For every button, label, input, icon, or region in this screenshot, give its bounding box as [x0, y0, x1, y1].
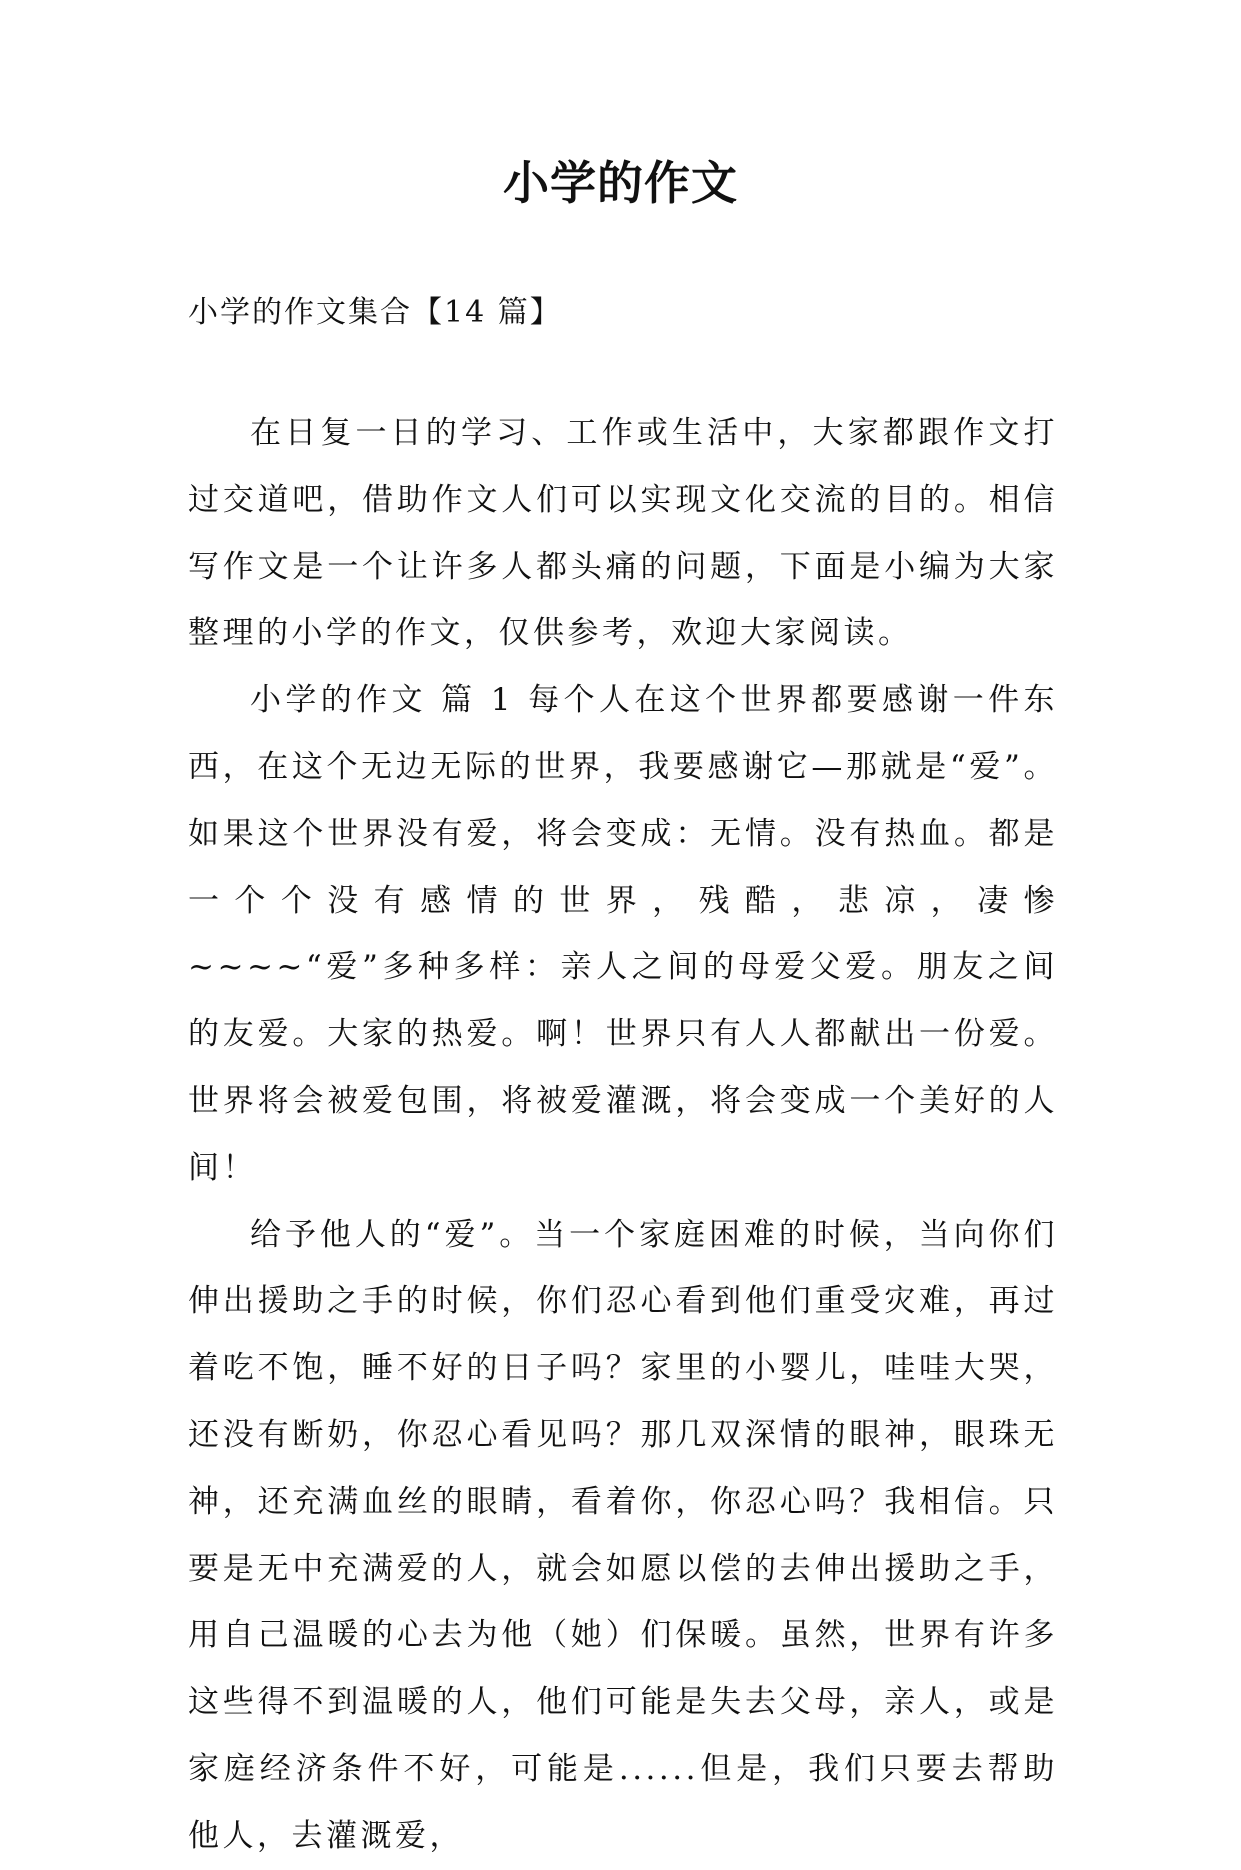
document-title: 小学的作文: [503, 156, 738, 210]
document-body: [188, 400, 1058, 1870]
paragraph-giving-love: 给予他人的“爱”。当一个家庭困难的时候，当向你们伸出援助之手的时候，你们忍心看到他们重受灾难，再过着吃不饱，睡不好的日子吗？家里的小婴儿，哇哇大哭，还没有断奶，你忍心看见吗？那几双深情的眼神，眼珠无神，还充满血丝的眼睛，看着你，你忍心吗？我相信。只要是无中充满爱的人，就会如愿以偿的去伸出援助之手，用自己温暖的心去为他（她）们保暖。虽然，世界有许多这些得不到温暖的人，他们可能是失去父母，亲人，或是家庭经济条件不好，可能是......但是，我们只要去帮助他人，去灌溉爱，: [188, 1216, 1058, 1854]
document-subtitle: 小学的作文集合【14 篇】: [188, 295, 562, 330]
paragraph-essay-1: 小学的作文 篇 1 每个人在这个世界都要感谢一件东西，在这个无边无际的世界，我要感谢它—那就是“爱”。如果这个世界没有爱，将会变成：无情。没有热血。都是一个个没有感情的世界，残酷，悲凉，凄惨~~~~“爱”多种多样：亲人之间的母爱父爱。朋友之间的友爱。大家的热爱。啊！世界只有人人都献出一份爱。世界将会被爱包围，将被爱灌溉，将会变成一个美好的人间！: [188, 682, 1058, 1186]
paragraph-intro: 在日复一日的学习、工作或生活中，大家都跟作文打过交道吧，借助作文人们可以实现文化交流的目的。相信写作文是一个让许多人都头痛的问题，下面是小编为大家整理的小学的作文，仅供参考，欢迎大家阅读。: [188, 415, 1058, 652]
